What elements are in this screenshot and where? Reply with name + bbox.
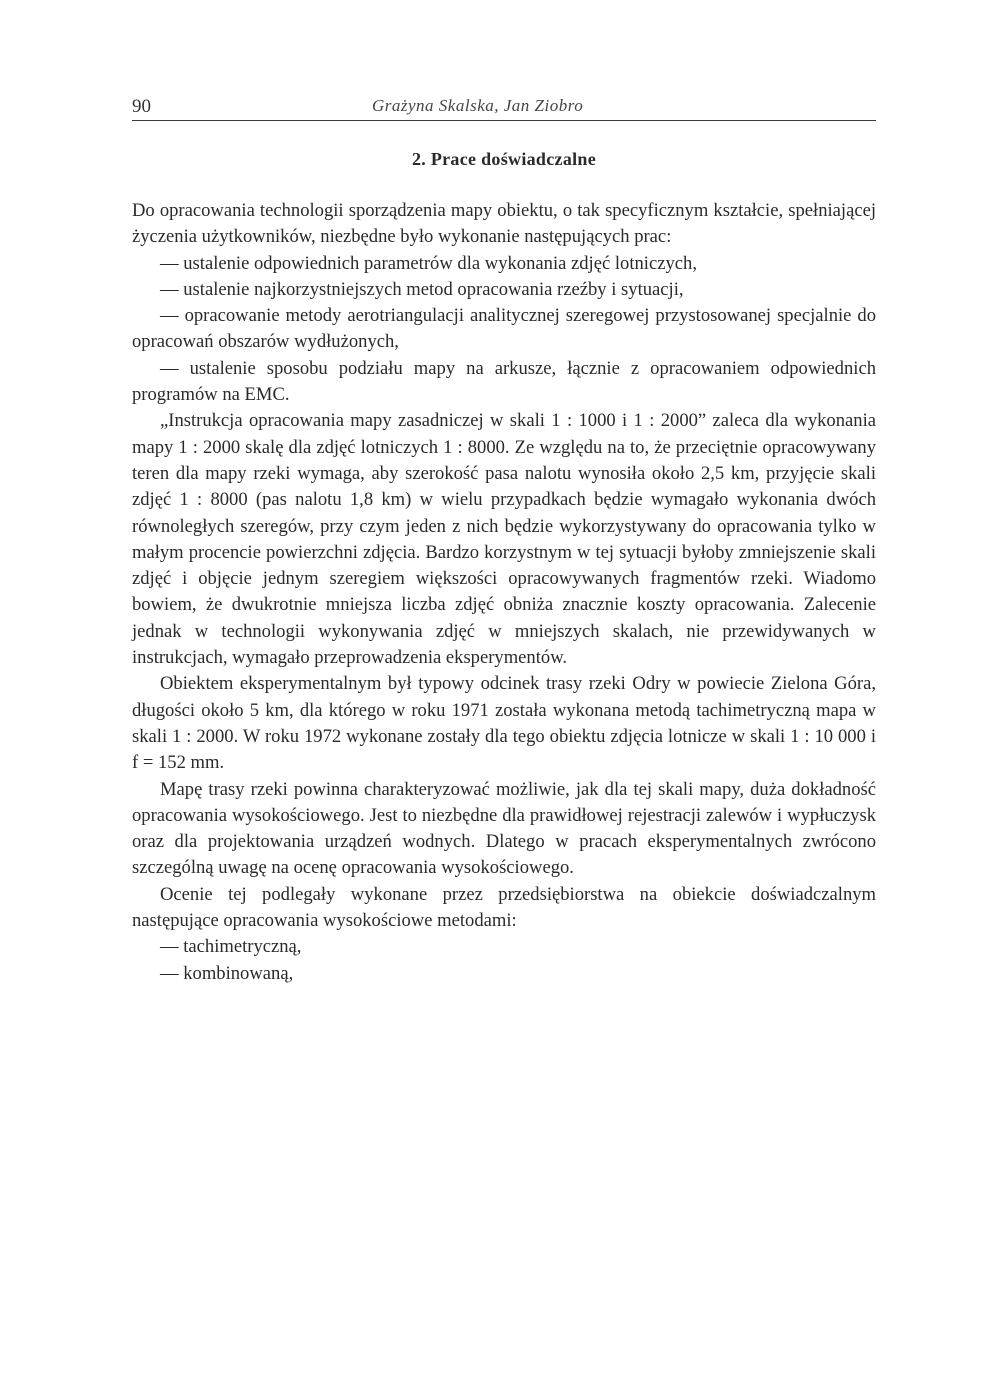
body-text <box>132 198 876 987</box>
section-title: 2. Prace doświadczalne <box>411 149 597 169</box>
paragraph-instruction: „Instrukcja opracowania mapy zasadniczej w skali 1 : 1000 i 1 : 2000” zaleca dla wykonania mapy 1 : 2000 skalę dla zdjęć lotniczych 1 : 8000. Ze względu na to, że przeciętnie opracowywany teren dla mapy rzeki wymaga, aby szerokość pasa nalotu wynosiła około 2,5 km, przyjęcie skali zdjęć 1 : 8000 (pas nalotu 1,8 km) w wielu przypadkach będzie wymagało wykonania dwóch równoległych szeregów, przy czym jeden z nich będzie wykorzystywany do opracowania tylko w małym procencie powierzchni zdjęcia. Bardzo korzystnym w tej sytuacji byłoby zmniejszenie skali zdjęć i objęcie jednym szeregiem większości opracowywanych fragmentów rzeki. Wiadomo bowiem, że dwukrotnie mniejsza liczba zdjęć obniża znacznie koszty opracowania. Zalecenie jednak w technologii wykonywania zdjęć w mniejszych skalach, nie przewidywanych w instrukcjach, wymagało przeprowadzenia eksperymentów. <box>132 410 876 669</box>
list-item: — ustalenie najkorzystniejszych metod opracowania rzeźby i sytuacji, <box>160 278 684 300</box>
list-item: — ustalenie sposobu podziału mapy na arkusze, łącznie z opracowaniem odpowiednich programów na EMC. <box>132 357 876 406</box>
list-item: — tachimetryczną, <box>160 936 302 958</box>
paragraph-map-accuracy: Mapę trasy rzeki powinna charakteryzować możliwie, jak dla tej skali mapy, duża dokładność opracowania wysokościowego. Jest to niezbędne dla prawidłowej rejestracji zalewów i wypłuczysk oraz dla projektowania urządzeń wodnych. Dlatego w pracach eksperymentalnych zwrócono szczególną uwagę na ocenę opracowania wysokościowego. <box>132 778 876 879</box>
paragraph-object: Obiektem eksperymentalnym był typowy odcinek trasy rzeki Odry w powiecie Zielona Góra, długości około 5 km, dla którego w roku 1971 została wykonana metodą tachimetryczną mapa w skali 1 : 2000. W roku 1972 wykonane zostały dla tego obiektu zdjęcia lotnicze w skali 1 : 10 000 i f = 152 mm. <box>132 673 876 774</box>
list-item: — kombinowaną, <box>160 962 294 984</box>
document-page <box>132 94 876 987</box>
running-header <box>132 94 876 121</box>
paragraph-evaluation: Ocenie tej podlegały wykonane przez przedsiębiorstwa na obiekcie doświadczalnym następujące opracowania wysokościowe metodami: <box>132 883 876 932</box>
list-item: — opracowanie metody aerotriangulacji analitycznej szeregowej przystosowanej specjalnie do opracowań obszarów wydłużonych, <box>132 305 876 353</box>
list-item: — ustalenie odpowiednich parametrów dla wykonania zdjęć lotniczych, <box>160 252 697 274</box>
page-number: 90 <box>132 96 151 117</box>
running-authors: Grażyna Skalska, Jan Ziobro <box>372 96 584 115</box>
intro-paragraph: Do opracowania technologii sporządzenia mapy obiektu, o tak specyficznym kształcie, spełniającej życzenia użytkowników, niezbędne było wykonanie następujących prac: <box>132 200 876 248</box>
